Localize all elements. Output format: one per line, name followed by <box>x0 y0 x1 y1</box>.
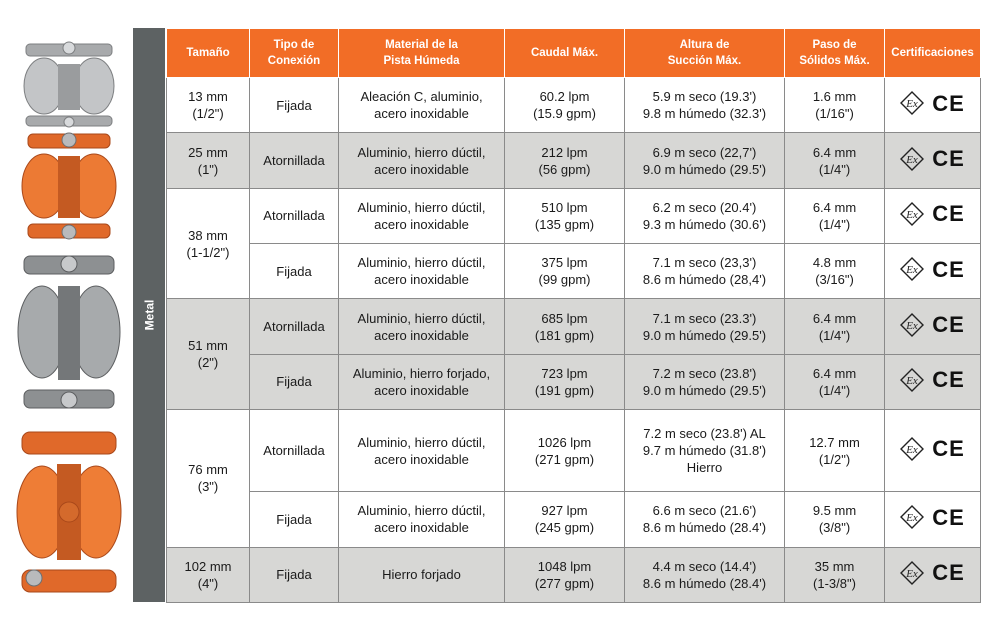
category-label: Metal <box>142 299 156 331</box>
connection-cell: Fijada <box>250 78 339 133</box>
certifications-cell <box>885 299 981 354</box>
flow-cell: 927 lpm (245 gpm) <box>505 492 625 547</box>
header-solids: Paso de Sólidos Máx. <box>785 29 885 78</box>
ex-label: Ex <box>906 264 919 277</box>
suction-cell: 7.1 m seco (23,3') 8.6 m húmedo (28,4') <box>625 244 785 299</box>
size-cell: 102 mm (4") <box>167 547 250 602</box>
flow-cell: 212 lpm (56 gpm) <box>505 133 625 188</box>
pump-images <box>14 28 124 603</box>
certifications-cell <box>885 354 981 409</box>
flow-cell: 60.2 lpm (15.9 gpm) <box>505 78 625 133</box>
material-cell: Aleación C, aluminio, acero inoxidable <box>339 78 505 133</box>
ce-mark-icon: CE <box>932 504 965 530</box>
suction-cell: 7.2 m seco (23.8') 9.0 m húmedo (29.5') <box>625 354 785 409</box>
suction-cell: 6.2 m seco (20.4') 9.3 m húmedo (30.6') <box>625 188 785 243</box>
cert-icons <box>900 437 965 461</box>
connection-cell: Atornillada <box>250 133 339 188</box>
ce-mark-icon: CE <box>932 436 965 462</box>
certifications-cell <box>885 410 981 492</box>
pump-steel-icon <box>14 250 124 420</box>
table-row <box>167 547 981 602</box>
material-cell: Aluminio, hierro dúctil, acero inoxidable <box>339 244 505 299</box>
atex-ex-icon <box>900 368 924 392</box>
pump-aluminum-icon <box>14 36 124 136</box>
size-cell: 76 mm (3") <box>167 410 250 548</box>
ex-label: Ex <box>906 208 919 221</box>
connection-cell: Fijada <box>250 492 339 547</box>
size-cell: 25 mm (1") <box>167 133 250 188</box>
material-cell: Aluminio, hierro dúctil, acero inoxidable <box>339 299 505 354</box>
flow-cell: 723 lpm (191 gpm) <box>505 354 625 409</box>
material-cell: Hierro forjado <box>339 547 505 602</box>
certifications-cell <box>885 244 981 299</box>
connection-cell: Fijada <box>250 354 339 409</box>
cert-icons <box>900 147 965 171</box>
cert-icons <box>900 368 965 392</box>
connection-cell: Fijada <box>250 547 339 602</box>
ce-mark-icon: CE <box>932 560 965 586</box>
atex-ex-icon <box>900 437 924 461</box>
suction-cell: 6.9 m seco (22,7') 9.0 m húmedo (29.5') <box>625 133 785 188</box>
atex-ex-icon <box>900 313 924 337</box>
pump-orange-icon <box>14 128 124 246</box>
material-cell: Aluminio, hierro dúctil, acero inoxidable <box>339 410 505 492</box>
suction-cell: 5.9 m seco (19.3') 9.8 m húmedo (32.3') <box>625 78 785 133</box>
connection-cell: Atornillada <box>250 299 339 354</box>
header-flow: Caudal Máx. <box>505 29 625 78</box>
certifications-cell <box>885 133 981 188</box>
table-row <box>167 354 981 409</box>
atex-ex-icon <box>900 147 924 171</box>
size-cell: 38 mm (1-1/2") <box>167 188 250 299</box>
flow-cell: 1026 lpm (271 gpm) <box>505 410 625 492</box>
material-cell: Aluminio, hierro forjado, acero inoxidable <box>339 354 505 409</box>
cert-icons <box>900 561 965 585</box>
material-cell: Aluminio, hierro dúctil, acero inoxidable <box>339 133 505 188</box>
certifications-cell <box>885 547 981 602</box>
header-suction: Altura de Succión Máx. <box>625 29 785 78</box>
flow-cell: 375 lpm (99 gpm) <box>505 244 625 299</box>
solids-cell: 6.4 mm (1/4") <box>785 133 885 188</box>
ex-label: Ex <box>906 443 919 456</box>
certifications-cell <box>885 188 981 243</box>
flow-cell: 510 lpm (135 gpm) <box>505 188 625 243</box>
atex-ex-icon <box>900 202 924 226</box>
atex-ex-icon <box>900 505 924 529</box>
solids-cell: 6.4 mm (1/4") <box>785 354 885 409</box>
solids-cell: 12.7 mm (1/2") <box>785 410 885 492</box>
table-row <box>167 78 981 133</box>
cert-icons <box>900 202 965 226</box>
material-cell: Aluminio, hierro dúctil, acero inoxidable <box>339 492 505 547</box>
size-cell: 13 mm (1/2") <box>167 78 250 133</box>
flow-cell: 1048 lpm (277 gpm) <box>505 547 625 602</box>
ex-label: Ex <box>906 319 919 332</box>
material-cell: Aluminio, hierro dúctil, acero inoxidable <box>339 188 505 243</box>
pump-orange-large-icon <box>14 428 124 598</box>
table-row <box>167 244 981 299</box>
cert-icons <box>900 91 965 115</box>
solids-cell: 9.5 mm (3/8") <box>785 492 885 547</box>
ex-label: Ex <box>906 567 919 580</box>
table-header-row <box>167 29 981 78</box>
ce-mark-icon: CE <box>932 201 965 227</box>
ce-mark-icon: CE <box>932 367 965 393</box>
connection-cell: Atornillada <box>250 410 339 492</box>
certifications-cell <box>885 492 981 547</box>
header-certifications: Certificaciones <box>885 29 981 78</box>
cert-icons <box>900 505 965 529</box>
suction-cell: 6.6 m seco (21.6') 8.6 m húmedo (28.4') <box>625 492 785 547</box>
ex-label: Ex <box>906 374 919 387</box>
atex-ex-icon <box>900 257 924 281</box>
solids-cell: 35 mm (1-3/8") <box>785 547 885 602</box>
ce-mark-icon: CE <box>932 312 965 338</box>
header-material: Material de la Pista Húmeda <box>339 29 505 78</box>
specs-table <box>166 28 981 603</box>
category-sidebar <box>133 28 165 602</box>
solids-cell: 6.4 mm (1/4") <box>785 188 885 243</box>
table-row <box>167 492 981 547</box>
ce-mark-icon: CE <box>932 90 965 116</box>
ex-label: Ex <box>906 153 919 166</box>
flow-cell: 685 lpm (181 gpm) <box>505 299 625 354</box>
table-row <box>167 299 981 354</box>
ex-label: Ex <box>906 512 919 525</box>
certifications-cell <box>885 78 981 133</box>
size-cell: 51 mm (2") <box>167 299 250 410</box>
solids-cell: 4.8 mm (3/16") <box>785 244 885 299</box>
connection-cell: Fijada <box>250 244 339 299</box>
solids-cell: 1.6 mm (1/16") <box>785 78 885 133</box>
atex-ex-icon <box>900 561 924 585</box>
ex-label: Ex <box>906 98 919 111</box>
solids-cell: 6.4 mm (1/4") <box>785 299 885 354</box>
cert-icons <box>900 257 965 281</box>
ce-mark-icon: CE <box>932 146 965 172</box>
cert-icons <box>900 313 965 337</box>
header-size: Tamaño <box>167 29 250 78</box>
atex-ex-icon <box>900 91 924 115</box>
table-row <box>167 133 981 188</box>
suction-cell: 7.2 m seco (23.8') AL 9.7 m húmedo (31.8') Hierro <box>625 410 785 492</box>
connection-cell: Atornillada <box>250 188 339 243</box>
table-row <box>167 410 981 492</box>
header-connection: Tipo de Conexión <box>250 29 339 78</box>
table-row <box>167 188 981 243</box>
ce-mark-icon: CE <box>932 256 965 282</box>
suction-cell: 4.4 m seco (14.4') 8.6 m húmedo (28.4') <box>625 547 785 602</box>
suction-cell: 7.1 m seco (23.3') 9.0 m húmedo (29.5') <box>625 299 785 354</box>
